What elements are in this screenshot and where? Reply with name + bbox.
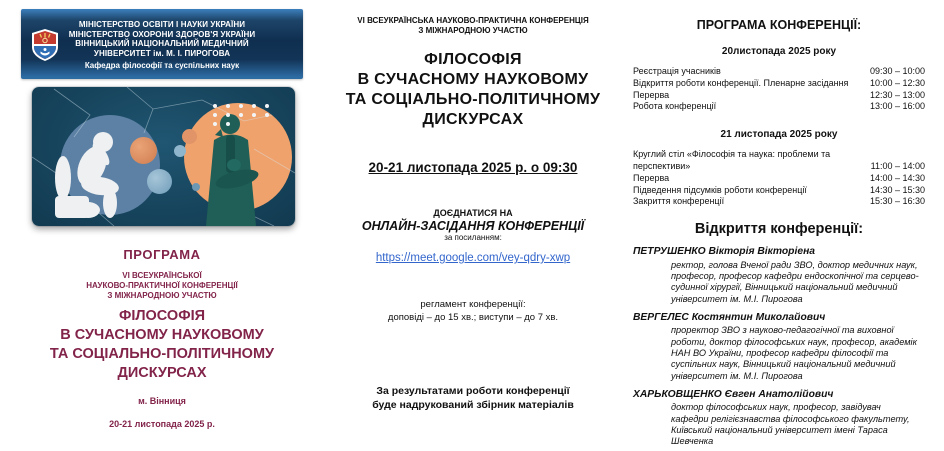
conference-subtitle-line: З МІЖНАРОДНОЮ УЧАСТЮ [107, 291, 217, 300]
small-orange-orb [182, 129, 197, 144]
speakers-list [633, 246, 925, 447]
regulations [318, 299, 628, 324]
schedule-item: Перерва [633, 172, 670, 183]
cover-title-line: ФІЛОСОФІЯ [118, 308, 206, 324]
cover-title-line: В СУЧАСНОМУ НАУКОВОМУ [60, 327, 264, 343]
schedule-time: 09:30 – 10:00 [869, 66, 925, 76]
speaker-name: ПЕТРУШЕНКО Вікторія Вікторіена [633, 246, 816, 258]
university-header-banner [21, 9, 303, 79]
conference-name-line: З МІЖНАРОДНОЮ УЧАСТЮ [418, 26, 528, 35]
schedule-time: 12:30 – 13:00 [869, 89, 925, 100]
conference-subtitle-line: НАУКОВО-ПРАКТИЧНОЇ КОНФЕРЕНЦІЇ [86, 281, 238, 290]
small-blue-orb [174, 145, 186, 157]
schedule-row [633, 149, 925, 173]
ministry-line: МІНІСТЕРСТВО ОСВІТИ І НАУКИ УКРАЇНИ [78, 20, 246, 29]
day2-schedule [633, 149, 925, 208]
blue-orb [147, 169, 172, 194]
schedule-item: Перерва [633, 89, 670, 100]
schedule-item: Закриття конференції [633, 196, 725, 207]
opening-section-title: Відкриття конференції: [694, 221, 864, 238]
conference-subtitle [21, 271, 303, 301]
cover-title-line: ТА СОЦІАЛЬНО-ПОЛІТИЧНОМУ [49, 346, 275, 362]
results-note-line: За результатами роботи конференції [376, 385, 570, 397]
schedule-row [633, 101, 925, 113]
conference-subtitle-line: VI ВСЕУКРАЇНСЬКОЇ [122, 271, 202, 280]
schedule-row [633, 90, 925, 102]
results-note [318, 384, 628, 412]
speaker-description: ректор, голова Вченої ради ЗВО, доктор медичних наук, професор, професор кафедри ендоскопічної та серцево-судинної хірургії, Вінницький національний медичний університет ім. М.І. Пирогова [671, 259, 919, 304]
ministry-lines [21, 9, 303, 58]
department-line: Кафедра філософії та суспільних наук [84, 61, 240, 71]
speaker-description: доктор філософських наук, професор, завідувач кафедри релігієзнавства філософського факультету, Київський національний університет імені Тараса Шевченка [671, 402, 910, 447]
schedule-time: 13:00 – 16:00 [869, 101, 925, 112]
regulations-line: доповіді – до 15 хв.; виступи – до 7 хв. [387, 311, 559, 323]
conference-name [318, 16, 628, 36]
schedule-row [633, 185, 925, 197]
schedule-time: 15:30 – 16:30 [869, 196, 925, 207]
cover-column [21, 9, 303, 429]
main-title [318, 50, 628, 130]
schedule-time: 11:00 – 14:00 [870, 160, 925, 171]
main-title-line: ФІЛОСОФІЯ [424, 51, 522, 68]
schedule-row [633, 173, 925, 185]
cover-dates: 20-21 листопада 2025 р. [109, 419, 215, 429]
event-datetime: 20-21 листопада 2025 р. о 09:30 [368, 160, 578, 175]
schedule-title: ПРОГРАМА КОНФЕРЕНЦІЇ: [696, 18, 862, 32]
schedule-column [633, 0, 925, 451]
cover-title [21, 307, 303, 383]
tiny-blue-orb [192, 183, 200, 191]
meet-link[interactable]: https://meet.google.com/vey-qdry-xwp [375, 252, 571, 264]
ministry-line: ВІННИЦЬКИЙ НАЦІОНАЛЬНИЙ МЕДИЧНИЙ [75, 39, 249, 49]
schedule-time: 14:00 – 14:30 [869, 172, 925, 183]
university-emblem-icon [31, 28, 59, 62]
schedule-time: 10:00 – 12:30 [869, 77, 925, 88]
conference-name-line: VI ВСЕУКРАЇНСЬКА НАУКОВО-ПРАКТИЧНА КОНФЕРЕНЦІЯ [357, 16, 589, 25]
thinker-statue-icon [48, 120, 144, 220]
schedule-item: Підведення підсумків роботи конференції [633, 184, 807, 195]
day2-header: 21 листопада 2025 року [720, 129, 838, 141]
orange-orb [130, 137, 157, 164]
program-label: ПРОГРАМА [123, 247, 201, 262]
regulations-line: регламент конференції: [420, 299, 526, 310]
philosophers-artwork [32, 87, 295, 226]
speaker-entry [633, 312, 925, 382]
schedule-item: Реєстрація учасників [633, 66, 721, 76]
schedule-item: Робота конференції [633, 101, 717, 112]
schedule-row [633, 66, 925, 78]
speaker-name: ВЕРГЕЛЕС Костянтин Миколайович [633, 311, 826, 323]
cover-title-line: ДИСКУРСАХ [117, 365, 207, 381]
join-line-3: за посиланням: [444, 233, 502, 242]
day1-header: 20листопада 2025 року [721, 46, 837, 57]
dots-pattern [208, 104, 284, 131]
city-label: м. Вінниця [138, 396, 186, 406]
schedule-item: Відкриття роботи конференції. Пленарне засідання [633, 77, 849, 88]
ministry-line: УНІВЕРСИТЕТ ім. М. І. ПИРОГОВА [93, 48, 231, 58]
schedule-item: Круглий стіл «Філософія та наука: проблеми та перспективи» [633, 149, 831, 171]
join-line-1: ДОЄДНАТИСЯ НА [433, 208, 513, 218]
join-line-2: ОНЛАЙН-ЗАСІДАННЯ КОНФЕРЕНЦІЇ [361, 219, 585, 233]
schedule-time: 14:30 – 15:30 [869, 184, 925, 195]
speaker-name: ХАРЬКОВЩЕНКО Євген Анатолійович [633, 388, 834, 400]
invitation-column [318, 0, 628, 412]
speaker-description: проректор ЗВО з науково-педагогічної та виховної роботи, доктор філософських наук, професор, академік НАН ВО України, професор кафедри філософії та суспільних наук, Вінницький національний медичний університет ім. М.І. Пирогова [671, 325, 917, 381]
speaker-entry [633, 246, 925, 305]
speaker-entry [633, 389, 925, 448]
schedule-row [633, 196, 925, 208]
results-note-line: буде надрукований збірник матеріалів [372, 399, 574, 411]
ministry-line: МІНІСТЕРСТВО ОХОРОНИ ЗДОРОВ'Я УКРАЇНИ [68, 29, 256, 39]
day1-schedule [633, 66, 925, 113]
schedule-row [633, 78, 925, 90]
main-title-line: ТА СОЦІАЛЬНО-ПОЛІТИЧНОМУ [345, 91, 601, 108]
main-title-line: В СУЧАСНОМУ НАУКОВОМУ [357, 71, 589, 88]
main-title-line: ДИСКУРСАХ [422, 111, 524, 128]
